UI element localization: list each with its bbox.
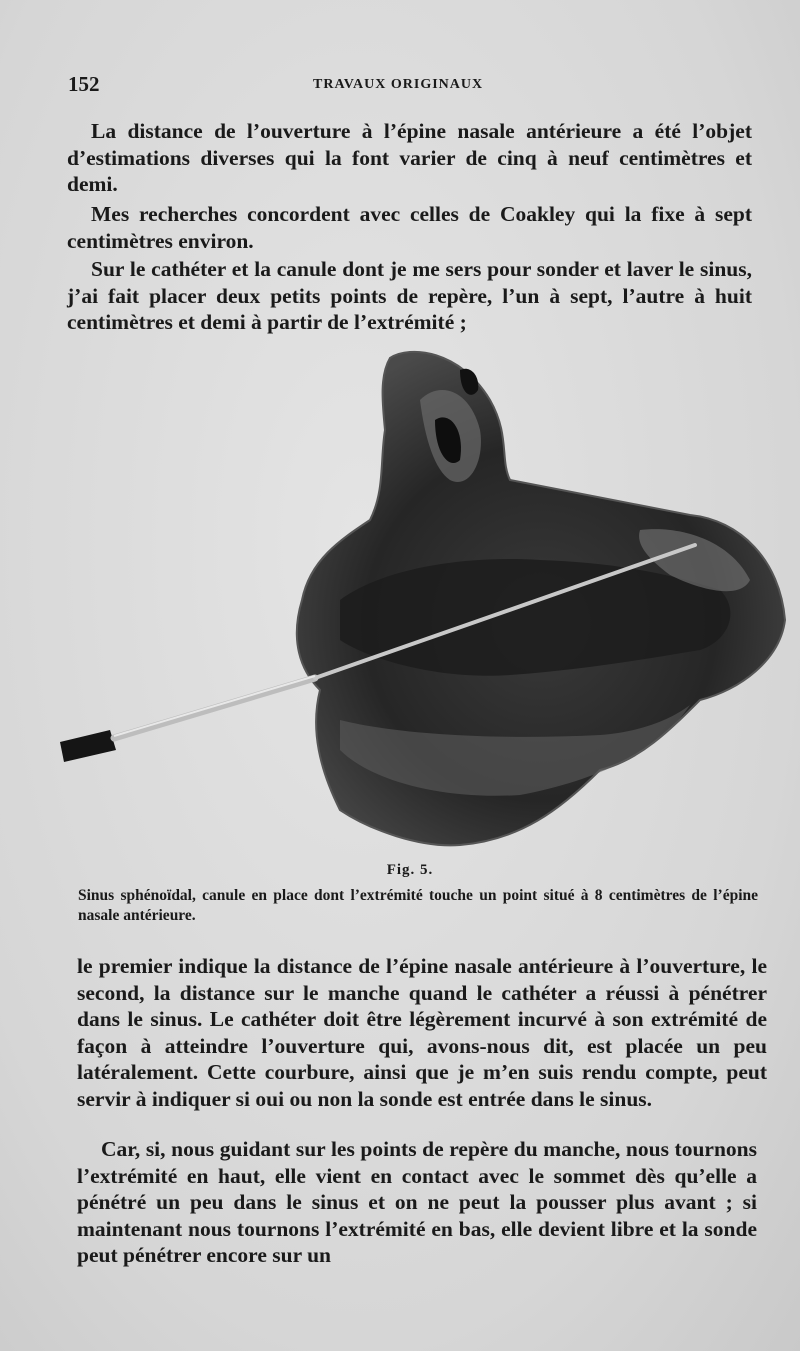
page-number: 152	[68, 72, 100, 96]
paragraph-1: La distance de l’ouverture à l’épine nasale antérieure a été l’objet d’estimations diverses qui la font varier de cinq à neuf centimètres et demi.	[67, 119, 752, 196]
paragraph-5: Car, si, nous guidant sur les points de repère du manche, nous tournons l’extrémité en haut, elle vient en contact avec le sommet dès qu’elle a pénétré un peu dans le sinus et on ne peut la pousser plus avant ; si maintenant nous tournons l’extrémité en bas, elle devient libre et la sonde peut pénétrer encore sur un	[77, 1137, 757, 1267]
sphenoid-bone-photo-icon	[40, 340, 790, 860]
paragraph-3: Sur le cathéter et la canule dont je me sers pour sonder et laver le sinus, j’ai fait placer deux petits points de repère, l’un à sept, l’autre à huit centimètres et demi à partir de l’extrémité ;	[67, 257, 752, 334]
page-header	[68, 72, 745, 100]
running-head: TRAVAUX ORIGINAUX	[313, 77, 484, 92]
figure-5	[40, 340, 790, 860]
figure-caption: Sinus sphénoïdal, canule en place dont l’extrémité touche un point situé à 8 centimètres de l’épine nasale antérieure.	[78, 887, 758, 924]
paragraph-2: Mes recherches concordent avec celles de Coakley qui la fixe à sept centimètres environ.	[67, 202, 752, 253]
paragraph-4: le premier indique la distance de l’épine nasale antérieure à l’ouverture, le second, la distance sur le manche quand le cathéter a réussi à pénétrer dans le sinus. Le cathéter doit être légèrement incurvé à son extrémité de façon à atteindre l’ouverture qui, avons-nous dit, est placée un peu latéralement. Cette courbure, ainsi que je m’en suis rendu compte, peut servir à indiquer si oui ou non la sonde est entrée dans le sinus.	[77, 954, 767, 1111]
figure-label: Fig. 5.	[386, 862, 434, 878]
